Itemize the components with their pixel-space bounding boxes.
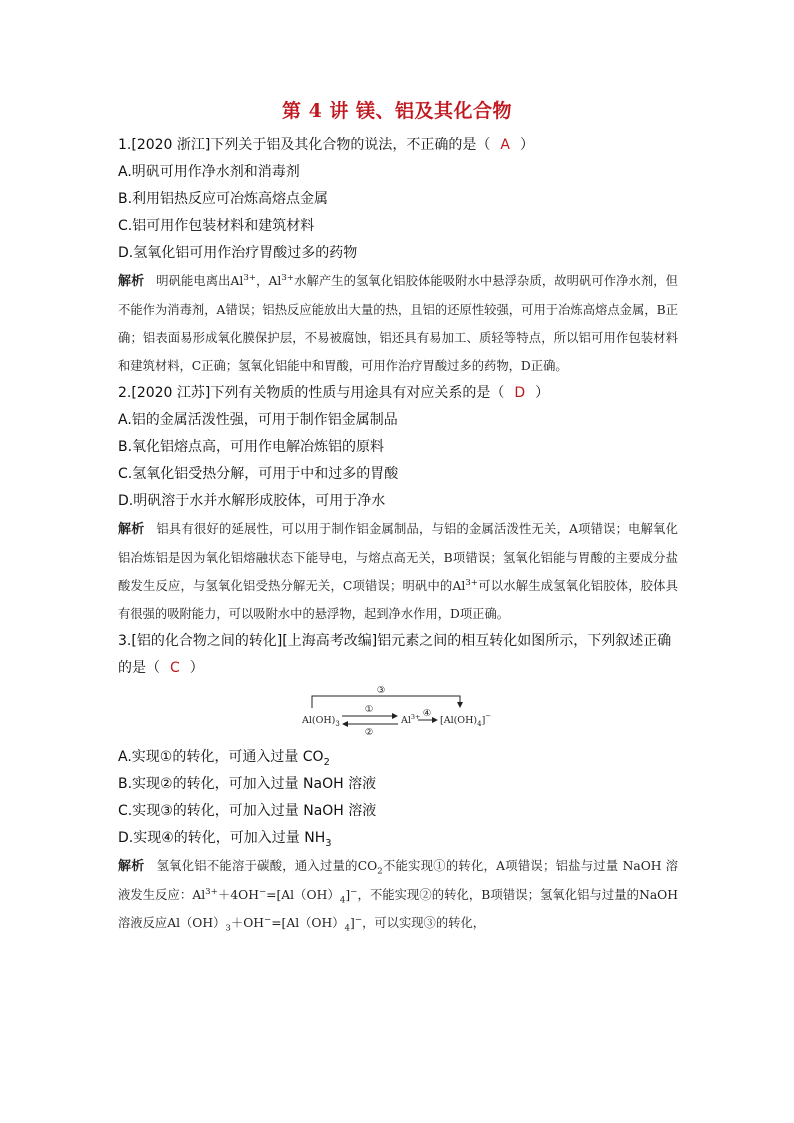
question-3-option-a: [118, 744, 678, 771]
subscript: 4: [344, 923, 351, 934]
superscript: 3+: [205, 886, 218, 897]
species-text: ]: [481, 715, 486, 726]
explanation-text: 不能实现①的转化，A项错误；铝盐与过量 NaOH 溶液发生反应：Al: [118, 859, 678, 902]
subscript: 3: [335, 720, 340, 728]
question-3-stem-line-2: [118, 655, 678, 682]
question-3-stem-line-1: 3.[铝的化合物之间的转化][上海高考改编]铝元素之间的相互转化如图所示，下列叙述正确: [118, 633, 672, 649]
explanation-text: ]: [350, 916, 355, 930]
explanation-text: ，可以实现③的转化，: [362, 916, 486, 930]
explanation-label: 解析: [118, 859, 145, 874]
superscript: −: [264, 914, 272, 925]
explanation-text: =[Al（OH）: [271, 916, 345, 930]
question-2-option-b: B.氧化铝熔点高，可用作电解冶炼铝的原料: [118, 439, 385, 455]
explanation-text: ＋4OH: [217, 888, 259, 902]
label-1: ①: [364, 704, 374, 715]
subscript: 4: [477, 720, 482, 728]
superscript: −: [350, 886, 358, 897]
question-3-answer: C: [170, 660, 180, 676]
species-text: Al(OH): [302, 715, 336, 726]
question-1-stem: [118, 132, 678, 159]
subscript: 2: [323, 756, 330, 768]
question-1-answer: A: [500, 137, 510, 153]
superscript: −: [485, 712, 492, 720]
explanation-text: 铝具有很好的延展性，可以用于制作铝金属制品，与铝的金属活泼性无关，A项错误；电解氧化铝冶炼铝是因为氧化铝熔融状态下能导电，与熔点高无关，B项错误；氢氧化铝能与胃酸的主要成分盐酸发生反应，与氢氧化铝受热分解无关，C项错误；明矾中的Al: [118, 522, 678, 593]
explanation-text: 可以水解生成氢氧化铝胶体，胶体具有很强的吸附能力，可以吸附水中的悬浮物，起到净水作用，D项正确。: [118, 579, 678, 621]
question-2-paren-close: ）: [535, 385, 550, 401]
superscript: 3+: [281, 272, 295, 283]
page-title: 第 4 讲 镁、铝及其化合物: [281, 100, 513, 122]
explanation-text: 水解产生的氢氧化铝胶体能吸附水中悬浮杂质，故明矾可作净水剂，但不能作为消毒剂，A错误；铝热反应能放出大量的热，且铝的还原性较强，可用于冶炼高熔点金属，B正确；铝表面易形成氧化膜保护层，不易被腐蚀，铝还具有易加工、质轻等特点，所以铝可用作包装材料和建筑材料，C正确；氢氧化铝能中和胃酸，可用作治疗胃酸过多的药物，D正确。: [118, 274, 678, 373]
arrow-4-head: [432, 717, 438, 723]
species-aloh4-minus: [440, 712, 491, 728]
question-1-option-c: C.铝可用作包装材料和建筑材料: [118, 218, 315, 234]
explanation-label: 解析: [118, 522, 145, 537]
question-2-option-d: D.明矾溶于水并水解形成胶体，可用于净水: [118, 493, 386, 509]
question-1-option-a: A.明矾可用作净水剂和消毒剂: [118, 164, 300, 180]
explanation-text: ，不能实现②的转化，B项错误；氢氧化铝与过量的NaOH溶液反应Al（OH）: [118, 888, 678, 930]
question-1-option-d: D.氢氧化铝可用作治疗胃酸过多的药物: [118, 245, 358, 261]
label-4: ④: [422, 708, 432, 719]
explanation-text: =[Al（OH）: [266, 888, 340, 902]
superscript: −: [354, 914, 363, 925]
question-3-paren-close: ）: [189, 660, 204, 676]
option-text: B.实现②的转化，可加入过量 NaOH 溶液: [118, 776, 377, 792]
explanation-text: ，Al: [256, 274, 282, 288]
question-1-text: 1.[2020 浙江]下列关于铝及其化合物的说法，不正确的是（: [118, 137, 491, 153]
explanation-text: ＋OH: [230, 916, 264, 930]
subscript: 4: [339, 895, 346, 906]
option-text: C.实现③的转化，可加入过量 NaOH 溶液: [118, 803, 377, 819]
question-2-option-c: C.氢氧化铝受热分解，可用于中和过多的胃酸: [118, 466, 399, 482]
conversion-diagram: [118, 686, 678, 742]
question-3-option-d: [118, 825, 678, 852]
question-3-explanation: [118, 852, 678, 937]
conversion-diagram-svg: [302, 686, 502, 742]
superscript: 3+: [243, 272, 257, 283]
explanation-text: ]: [345, 888, 351, 902]
question-1-explanation: [118, 267, 678, 380]
question-3-text: 的是（: [118, 660, 160, 676]
option-text: A.实现①的转化，可通入过量 CO: [118, 749, 324, 765]
arrow-3-path: [312, 696, 460, 708]
content-body: [118, 132, 678, 937]
species-text: [Al(OH): [440, 715, 478, 726]
arrow-2-head: [342, 721, 348, 727]
label-3: ③: [376, 686, 386, 696]
option-text: D.实现④的转化，可加入过量 NH: [118, 830, 326, 846]
question-3-option-b: [118, 771, 678, 798]
question-1-option-b: B.利用铝热反应可冶炼高熔点金属: [118, 191, 329, 207]
arrow-1-head: [392, 713, 398, 719]
question-2-explanation: [118, 515, 678, 628]
superscript: 3+: [410, 713, 421, 721]
explanation-text: 明矾能电离出Al: [156, 274, 244, 288]
explanation-text: 氢氧化铝不能溶于碳酸，通入过量的CO: [156, 859, 378, 873]
subscript: 3: [325, 837, 332, 849]
species-aloh3: [302, 715, 340, 728]
question-2-answer: D: [514, 385, 526, 401]
question-1-paren-close: ）: [519, 137, 534, 153]
label-2: ②: [364, 727, 374, 738]
arrow-3-head: [457, 702, 463, 708]
species-text: Al: [401, 715, 411, 726]
question-2-text: 2.[2020 江苏]下列有关物质的性质与用途具有对应关系的是（: [118, 385, 505, 401]
superscript: −: [258, 886, 267, 897]
superscript: 3+: [465, 577, 479, 588]
subscript: 2: [377, 866, 383, 877]
explanation-label: 解析: [118, 274, 145, 289]
question-2-stem: [118, 380, 678, 407]
question-3-option-c: [118, 798, 678, 825]
subscript: 3: [225, 923, 231, 934]
question-2-option-a: A.铝的金属活泼性强，可用于制作铝金属制品: [118, 412, 398, 428]
species-al3plus: [400, 713, 421, 726]
